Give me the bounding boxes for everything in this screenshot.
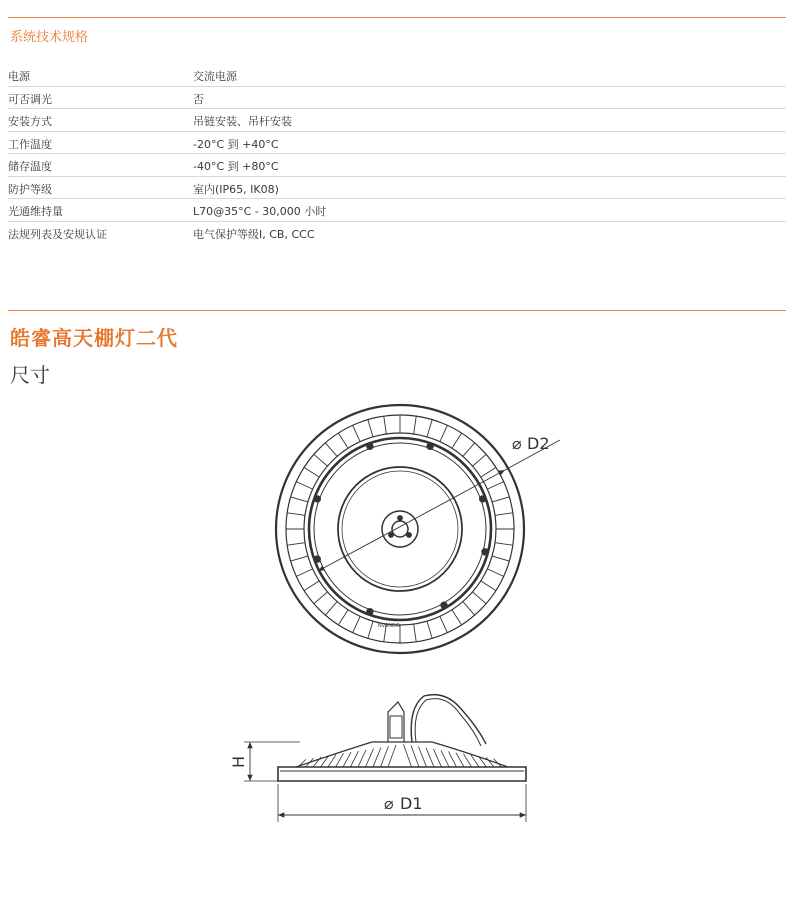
fin-line (353, 616, 360, 632)
cooling-fins (286, 415, 514, 643)
fin-line (473, 592, 487, 604)
spec-key: 防护等级 (8, 182, 52, 196)
fin-line (414, 624, 417, 642)
fin-line (452, 433, 462, 448)
housing-inner-ring (314, 443, 486, 615)
fin-line (384, 416, 387, 434)
fin-line (487, 482, 503, 489)
product-title: 皓睿高天棚灯二代 (10, 326, 178, 350)
fin-line (481, 581, 496, 591)
fin-line (325, 602, 337, 616)
fin-line (440, 425, 447, 441)
h-label: H (229, 755, 248, 768)
specs-section-title: 系统技术规格 (10, 30, 89, 45)
spec-key: 电源 (8, 70, 30, 83)
fin-line (463, 443, 475, 457)
spec-key: 光通维持量 (8, 205, 63, 218)
fin-line (353, 425, 360, 441)
fin-line (492, 497, 509, 502)
fin-line (314, 592, 328, 604)
side-fin-line (343, 752, 351, 767)
spec-value: 电气保护等级I, CB, CCC (193, 227, 315, 241)
lens-ring (338, 467, 462, 591)
fin-line (287, 513, 305, 516)
spec-key: 法规列表及安规认证 (8, 227, 107, 241)
d2-diameter-symbol: ⌀ (512, 434, 522, 453)
fin-line (291, 556, 308, 561)
hub-bolt (389, 533, 394, 538)
fin-line (487, 569, 503, 576)
fin-line (414, 416, 417, 434)
fin-line (314, 454, 328, 466)
d1-label: D1 (400, 794, 423, 813)
screw (427, 443, 433, 449)
spec-key: 安装方式 (8, 115, 52, 128)
side-fin-line (464, 754, 472, 767)
side-base (278, 767, 526, 781)
fin-line (296, 569, 312, 576)
spec-value: -20°C 到 +40°C (193, 137, 279, 151)
side-fin-line (434, 749, 442, 767)
side-fin-line (373, 747, 381, 767)
side-fin-line (298, 759, 306, 767)
screw (367, 608, 373, 614)
lens-inner (342, 471, 458, 587)
screw (314, 496, 320, 502)
fin-line (368, 621, 373, 638)
fin-line (463, 602, 475, 616)
side-fin-line (411, 745, 419, 767)
screw (367, 443, 373, 449)
side-fin-line (441, 750, 449, 767)
spec-value: -40°C 到 +80°C (193, 160, 279, 173)
spec-key: 可否调光 (8, 92, 52, 106)
side-fin-line (419, 747, 427, 767)
side-fin-line (456, 753, 464, 767)
spec-value: 吊链安装、吊杆安装 (193, 115, 292, 128)
side-fin-line (306, 758, 314, 767)
fin-line (495, 513, 513, 516)
fin-line (338, 610, 348, 625)
fin-line (287, 543, 305, 546)
dimensions-subtitle: 尺寸 (10, 363, 50, 387)
spec-value: L70@35°C - 30,000 小时 (193, 205, 327, 218)
fin-inner-circle (304, 433, 496, 625)
side-fin-line (404, 744, 412, 767)
hub-bolt (407, 533, 412, 538)
fin-line (427, 621, 432, 638)
fin-line (296, 482, 312, 489)
screw (314, 556, 320, 562)
fin-line (440, 616, 447, 632)
d2-dimension-line (318, 470, 505, 571)
fin-line (304, 467, 319, 477)
spec-value: 交流电源 (193, 70, 237, 83)
side-fin-line (381, 746, 389, 767)
fin-line (338, 433, 348, 448)
screw (479, 496, 485, 502)
side-fin-line (336, 753, 344, 767)
hub-bolt (398, 516, 403, 521)
housing-ring (309, 438, 491, 620)
spec-key: 工作温度 (8, 137, 52, 151)
fin-line (368, 420, 373, 437)
side-fin-line (449, 751, 457, 767)
screw (482, 549, 488, 555)
fin-line (427, 420, 432, 437)
side-fin-line (358, 750, 366, 767)
fin-outer-circle (286, 415, 514, 643)
d2-label: D2 (527, 434, 550, 453)
spec-key: 储存温度 (8, 160, 52, 173)
screw (441, 602, 447, 608)
side-fin-line (351, 751, 359, 767)
fin-line (473, 454, 487, 466)
fin-line (325, 443, 337, 457)
fin-line (452, 610, 462, 625)
fin-line (495, 543, 513, 546)
spec-value: 否 (193, 92, 204, 106)
fin-line (291, 497, 308, 502)
side-fin-line (388, 745, 396, 767)
brand-mark: NVANDO (378, 623, 400, 629)
spec-value: 室内(IP65, IK08) (193, 182, 279, 196)
side-fin-line (366, 749, 374, 767)
side-fin-line (426, 748, 434, 767)
side-fin-line (313, 757, 321, 767)
d1-diameter-symbol: ⌀ (384, 794, 394, 813)
outer-rim (276, 405, 524, 653)
fin-line (304, 581, 319, 591)
fin-line (492, 556, 509, 561)
